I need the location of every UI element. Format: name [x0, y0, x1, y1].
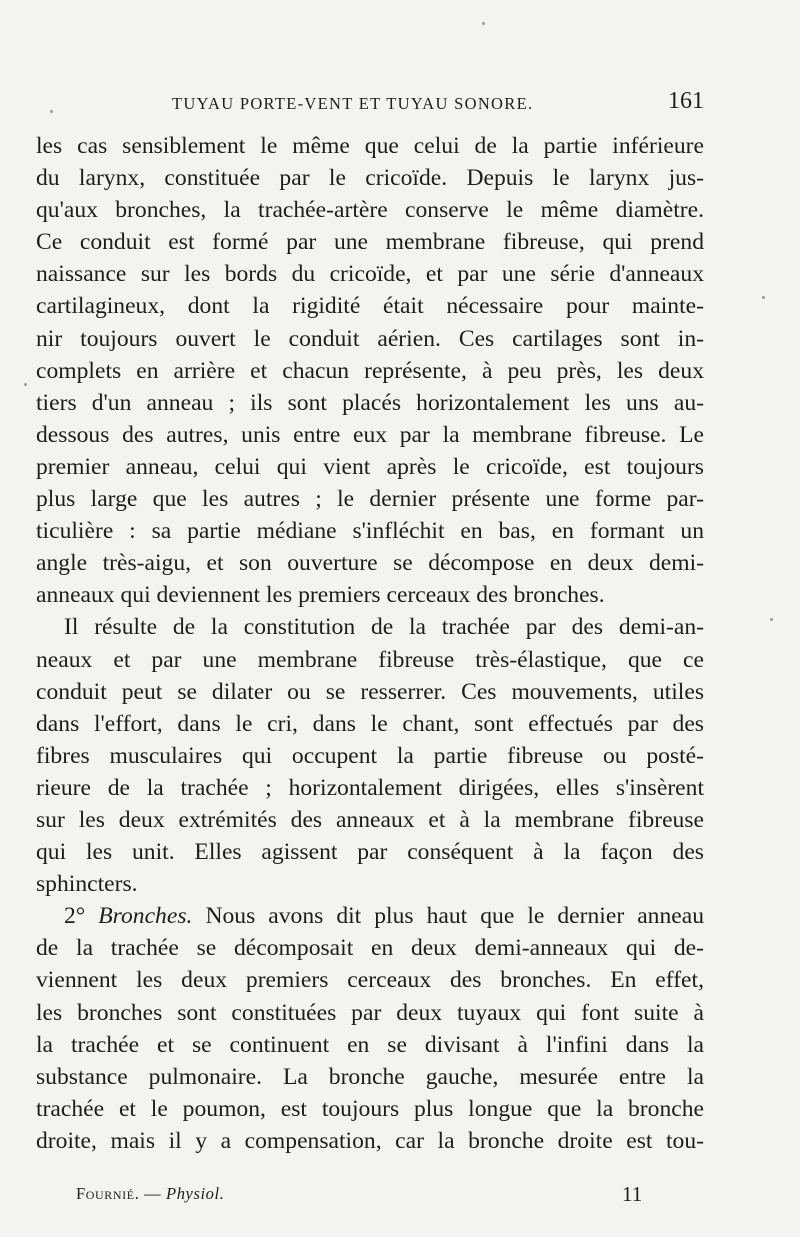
text-line: neaux et par une membrane fibreuse très-élastique, que ce — [36, 646, 704, 673]
text-line: fibres musculaires qui occupent la partie fibreuse ou posté- — [36, 742, 704, 769]
text-line: nir toujours ouvert le conduit aérien. Ces cartilages sont in- — [36, 325, 704, 352]
text-line: les cas sensiblement le même que celui de la partie inférieure — [36, 133, 704, 159]
text-line: Ce conduit est formé par une membrane fibreuse, qui prend — [36, 229, 704, 256]
sheet-number: 11 — [622, 1182, 643, 1206]
author-name: Fournié. — [76, 1184, 140, 1203]
printer-signature — [76, 1184, 224, 1204]
text-line: rieure de la trachée ; horizontalement dirigées, elles s'insèrent — [36, 774, 704, 801]
page-number: 161 — [668, 88, 704, 114]
paper-speck — [762, 296, 765, 299]
text-line: ticulière : sa partie médiane s'infléchit en bas, en formant un — [36, 518, 704, 545]
paper-speck — [770, 618, 773, 621]
page-header — [36, 88, 704, 118]
section-title: Bronches. — [98, 903, 193, 930]
section-first-line — [36, 900, 704, 932]
short-title: Physiol. — [166, 1184, 225, 1203]
text-line: complets en arrière et chacun représente, à peu près, les deux — [36, 357, 704, 384]
body-text — [36, 130, 704, 1157]
text-line: qui les unit. Elles agissent par conséquent à la façon des — [36, 839, 704, 866]
paper-speck — [482, 22, 485, 25]
text-line: Il résulte de la constitution de la trachée par des demi-an- — [64, 614, 704, 641]
paper-speck — [24, 383, 27, 386]
text-line: plus large que les autres ; le dernier présente une forme par- — [36, 486, 704, 513]
text-line: la trachée et se continuent en se divisant à l'infini dans la — [36, 1031, 704, 1058]
signature-separator: — — [144, 1184, 162, 1203]
text-line: trachée et le poumon, est toujours plus longue que la bronche — [36, 1095, 704, 1122]
text-line: dans l'effort, dans le cri, dans le chant, sont effectués par des — [36, 710, 704, 737]
text-line: anneaux qui deviennent les premiers cerceaux des bronches. — [36, 582, 605, 609]
text-line: sur les deux extrémités des anneaux et à la membrane fibreuse — [36, 806, 704, 833]
text-line: substance pulmonaire. La bronche gauche, mesurée entre la — [36, 1063, 704, 1090]
text-line: premier anneau, celui qui vient après le cricoïde, est toujours — [36, 453, 704, 480]
paper-speck — [50, 110, 53, 113]
section-number: 2° — [64, 903, 86, 930]
text-line: tiers d'un anneau ; ils sont placés horizontalement les uns au- — [36, 389, 704, 416]
text-line: droite, mais il y a compensation, car la bronche droite est tou- — [36, 1127, 704, 1154]
text-line: naissance sur les bords du cricoïde, et par une série d'anneaux — [36, 261, 704, 288]
text-line: conduit peut se dilater ou se resserrer. Ces mouvements, utiles — [36, 678, 704, 705]
text-line: Nous avons dit plus haut que le dernier anneau — [205, 903, 704, 930]
text-line: cartilagineux, dont la rigidité était nécessaire pour mainte- — [36, 293, 704, 320]
running-head: TUYAU PORTE-VENT ET TUYAU SONORE. — [172, 94, 534, 113]
text-line: sphincters. — [36, 871, 138, 898]
page-footer — [76, 1180, 646, 1210]
text-line: angle très-aigu, et son ouverture se décompose en deux demi- — [36, 550, 704, 577]
text-line: de la trachée se décomposait en deux demi-anneaux qui de- — [36, 935, 704, 962]
text-line: qu'aux bronches, la trachée-artère conserve le même diamètre. — [36, 197, 704, 224]
text-line: du larynx, constituée par le cricoïde. Depuis le larynx jus- — [36, 165, 704, 192]
text-line: les bronches sont constituées par deux tuyaux qui font suite à — [36, 999, 704, 1026]
text-line: viennent les deux premiers cerceaux des bronches. En effet, — [36, 967, 704, 994]
text-line: dessous des autres, unis entre eux par la membrane fibreuse. Le — [36, 421, 704, 448]
